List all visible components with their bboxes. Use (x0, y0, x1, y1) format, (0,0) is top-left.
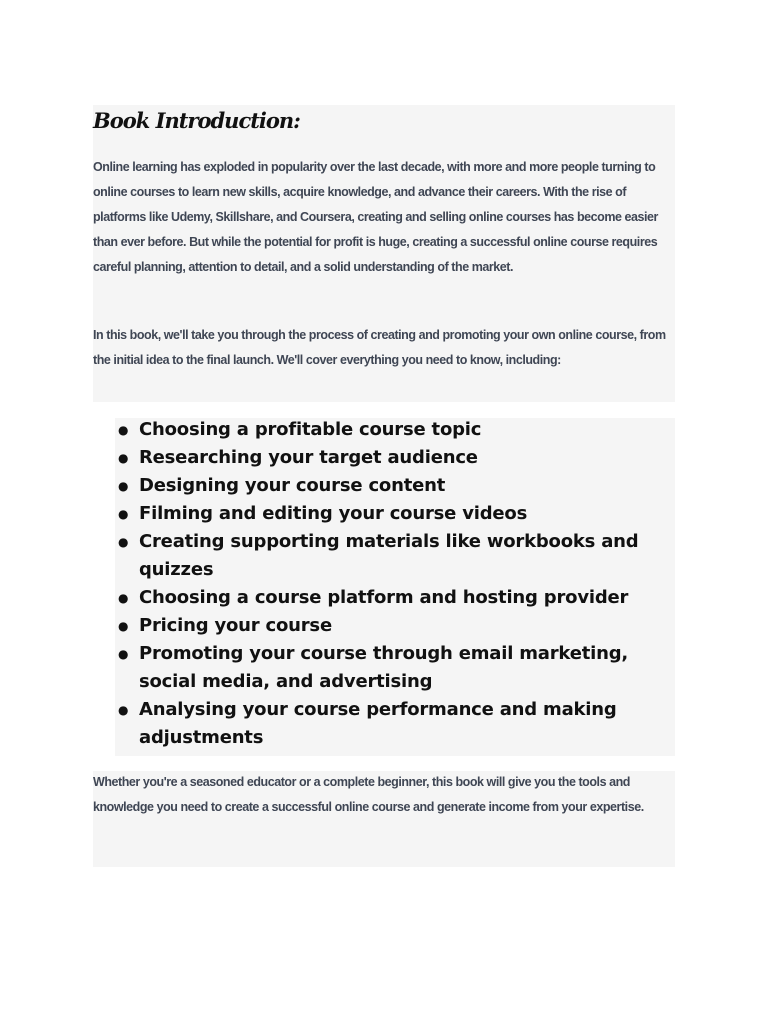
intro-paragraph-2: In this book, we'll take you through the process of creating and promoting your own online course, from the initial idea to the final launch. We'll cover everything you need to know, including: (93, 328, 666, 367)
list-item-text: Choosing a course platform and hosting provider (139, 587, 629, 608)
intro-paragraph-1: Online learning has exploded in popularity over the last decade, with more and more people turning to online courses to learn new skills, acquire knowledge, and advance their careers. With the rise of platforms like Udemy, Skillshare, and Coursera, creating and selling online courses has become easier than ever before. But while the potential for profit is huge, creating a successful online course requires careful planning, attention to detail, and a solid understanding of the market. (93, 160, 658, 274)
list-item (115, 444, 675, 472)
list-item (115, 500, 675, 528)
list-item-text: Designing your course content (139, 475, 446, 496)
list-item (115, 584, 675, 612)
list-item (115, 640, 675, 696)
list-item-text: Filming and editing your course videos (139, 503, 528, 524)
list-item-text: Researching your target audience (139, 447, 478, 468)
page-title: Book Introduction: (93, 108, 300, 133)
list-item-text: Creating supporting materials like workbooks and quizzes (139, 531, 639, 580)
bullet-icon: ● (118, 591, 129, 605)
list-item-text: Analysing your course performance and making adjustments (139, 699, 617, 748)
bullet-icon: ● (118, 703, 129, 717)
list-item (115, 416, 675, 444)
bullet-icon: ● (118, 451, 129, 465)
bullet-icon: ● (118, 619, 129, 633)
topics-section (115, 418, 675, 756)
bullet-icon: ● (118, 535, 129, 549)
intro-section (93, 105, 675, 402)
list-item-text: Choosing a profitable course topic (139, 419, 482, 440)
topics-list (115, 416, 675, 752)
list-item (115, 528, 675, 584)
list-item-text: Promoting your course through email marketing, social media, and advertising (139, 643, 629, 692)
list-item-text: Pricing your course (139, 615, 332, 636)
list-item (115, 472, 675, 500)
closing-paragraph: Whether you're a seasoned educator or a complete beginner, this book will give you the tools and knowledge you need to create a successful online course and generate income from your expertise. (93, 775, 644, 814)
closing-section (93, 771, 675, 867)
bullet-icon: ● (118, 647, 129, 661)
bullet-icon: ● (118, 479, 129, 493)
list-item (115, 612, 675, 640)
list-item (115, 696, 675, 752)
bullet-icon: ● (118, 507, 129, 521)
bullet-icon: ● (118, 423, 129, 437)
